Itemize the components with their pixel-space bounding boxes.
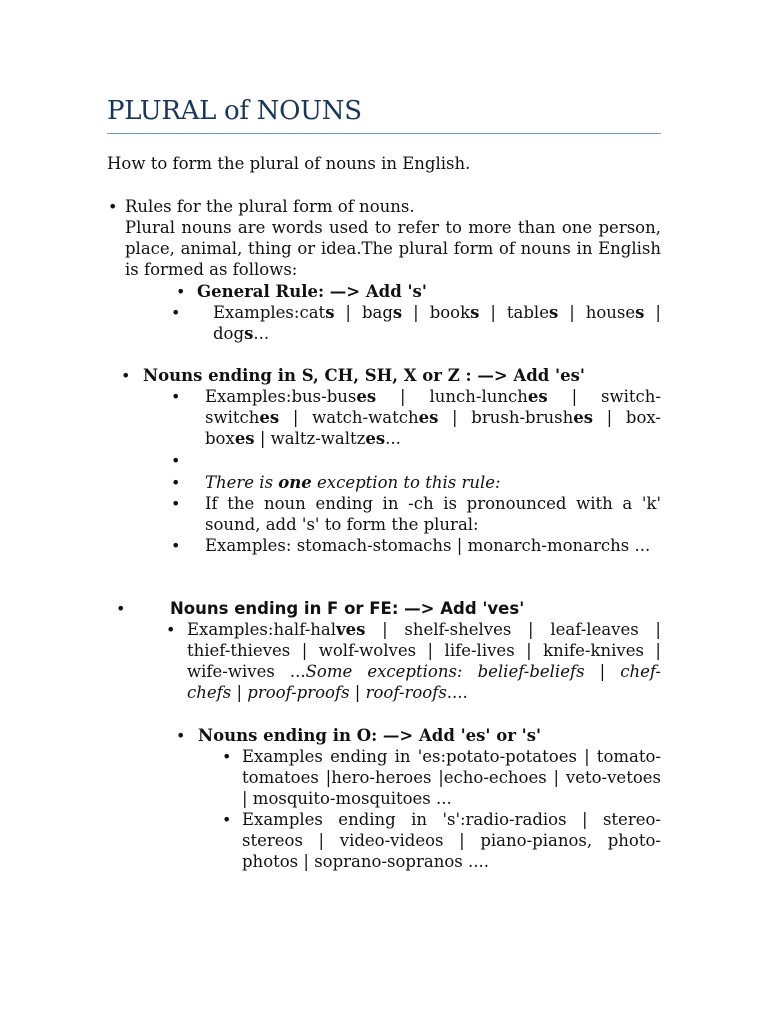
exception-intro-bold: one [278,473,312,492]
intro-text: How to form the plural of nouns in English. [107,154,471,173]
o-examples-es: Examples ending in 'es:potato-potatoes | tomato-tomatoes |hero-heroes |echo-echoes | veto-vetoes | mosquito-mosquitoes ... [242,747,661,808]
es-examples-line: Examples:bus-buses | lunch-lunches | switch- [205,387,661,406]
general-rule-examples-line: Examples:cats | bags | books | tables | houses | [213,303,661,322]
bullet-dot: • [108,197,118,216]
exception-rule: If the noun ending in -ch is pronounced with a 'k' sound, add 's' to form the plural: [205,494,661,534]
es-examples-line: switches | watch-watches | brush-brushes | box- [205,408,661,427]
bullet-dot: • [166,620,176,639]
o-examples-s: Examples ending in 's':radio-radios | stereo-stereos | video-videos | piano-pianos, photo-photos | soprano-sopranos .... [242,810,661,871]
general-rule-examples-line: dogs... [213,324,270,343]
bullet-dot: • [171,451,181,470]
f-fe-heading [170,598,524,619]
rules-heading: Rules for the plural form of nouns. [125,197,415,216]
exception-examples: Examples: stomach-stomachs | monarch-monarchs ... [205,536,651,555]
exception-intro-post: exception to this rule: [311,473,501,492]
o-heading [198,725,541,746]
bullet-dot: • [171,536,181,555]
f-fe-examples-line: chefs | proof-proofs | roof-roofs.... [187,683,468,702]
exception-intro [205,472,501,493]
bullet-dot: • [171,387,181,406]
general-rule-heading-text: General Rule: —> Add 's' [197,282,427,301]
s-ch-sh-x-z-heading-text: Nouns ending in S, CH, SH, X or Z : —> Add 'es' [143,366,585,385]
es-examples-line: boxes | waltz-waltzes... [205,429,401,448]
bullet-dot: • [176,282,186,301]
f-fe-examples-line: wife-wives ...Some exceptions: belief-beliefs | chef- [187,662,661,681]
bullet-dot: • [116,599,126,618]
bullet-dot: • [176,726,186,745]
bullet-dot: • [171,473,181,492]
f-fe-examples [187,619,661,703]
rules-paragraph: Plural nouns are words used to refer to more than one person, place, animal, thing or idea.The plural form of nouns in English is formed as follows: [125,218,661,279]
bullet-dot: • [121,366,131,385]
page-title: PLURAL of NOUNS [107,96,362,126]
bullet-dot: • [222,810,232,829]
bullet-dot: • [171,303,181,322]
general-rule-examples [213,302,661,344]
exception-intro-pre: There is [205,473,279,492]
f-fe-examples-line: Examples:half-halves | shelf-shelves | leaf-leaves | [187,620,661,639]
f-fe-examples-line: thief-thieves | wolf-wolves | life-lives | knife-knives | [187,641,661,660]
s-ch-sh-x-z-heading [143,365,585,386]
f-fe-heading-text: Nouns ending in F or FE: —> Add 'ves' [170,599,525,618]
bullet-dot: • [222,747,232,766]
o-heading-text: Nouns ending in O: —> Add 'es' or 's' [198,726,542,745]
bullet-dot: • [171,494,181,513]
title-underline [107,133,661,134]
es-examples [205,386,661,449]
general-rule-heading [197,281,427,302]
